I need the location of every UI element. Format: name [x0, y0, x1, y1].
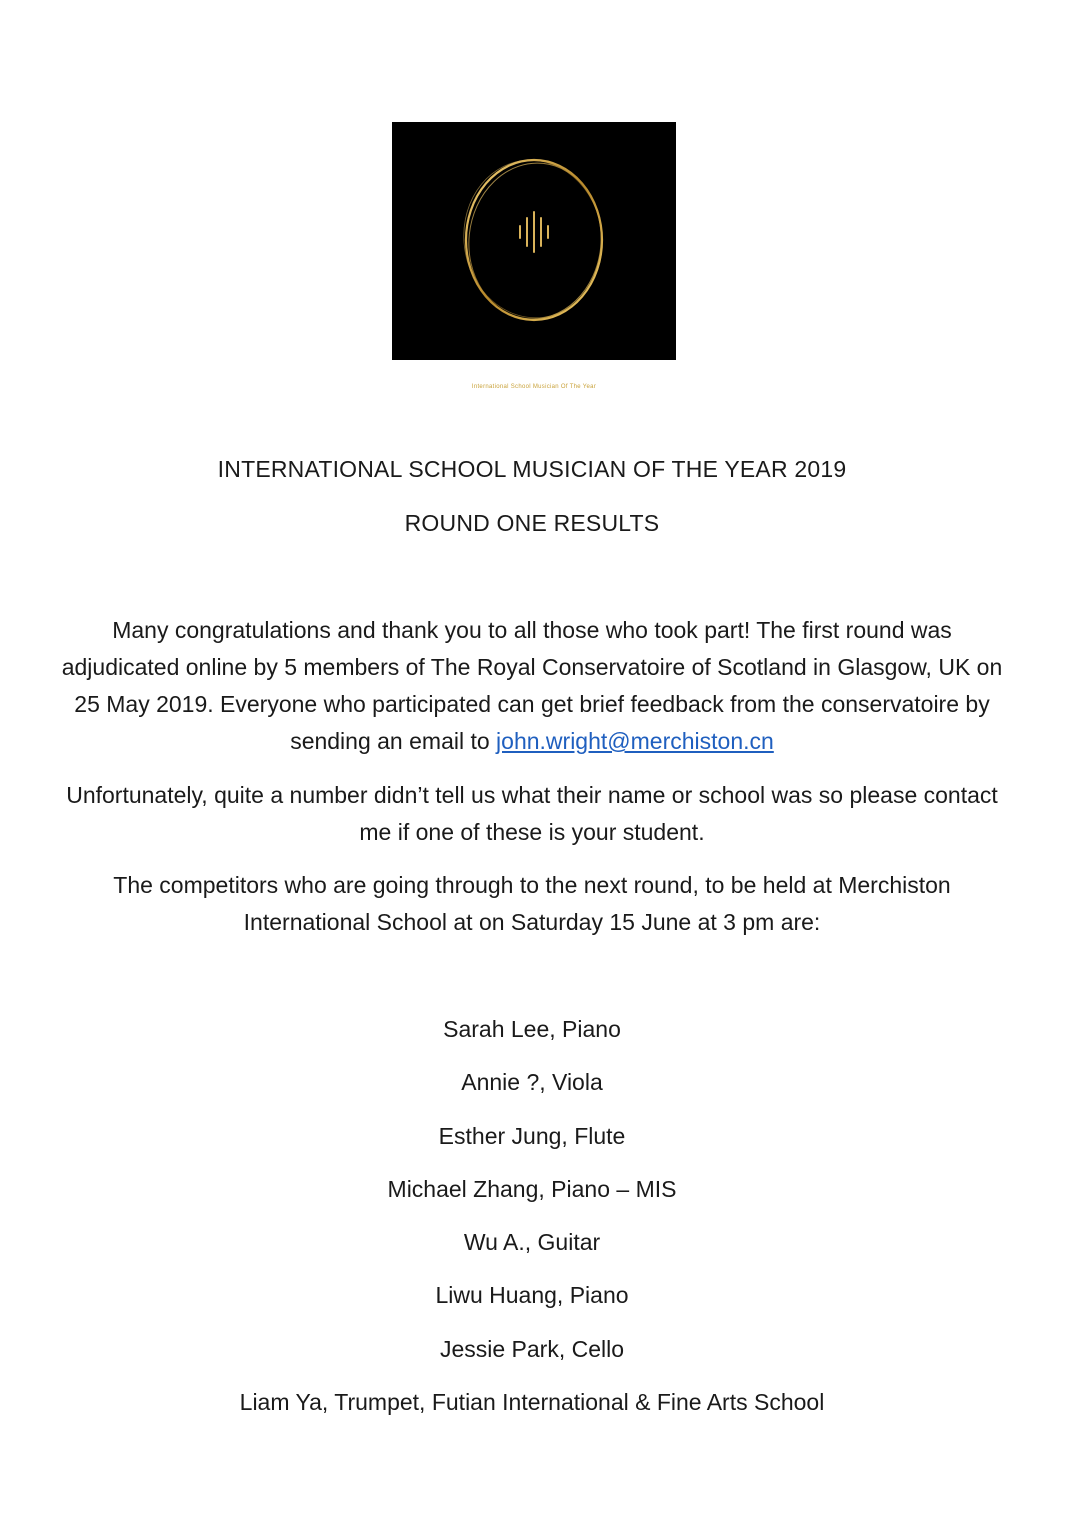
list-item: Sarah Lee, Piano	[443, 1016, 621, 1042]
list-item: Michael Zhang, Piano – MIS	[387, 1175, 677, 1202]
list-item: Jessie Park, Cello	[439, 1335, 625, 1362]
congratulations-paragraph	[60, 612, 1004, 760]
list-item: Annie ?, Viola	[461, 1069, 603, 1096]
next-round-paragraph: The competitors who are going through to the next round, to be held at Merchiston International School at on Saturday 15 June at 3 pm are:	[113, 872, 951, 935]
sound-wave-icon	[520, 212, 548, 252]
gold-ring-icon	[392, 122, 676, 360]
list-item: Esther Jung, Flute	[438, 1122, 626, 1149]
congratulations-text: Many congratulations and thank you to all those who took part! The first round was adjudicated online by 5 members of The Royal Conservatoire of Scotland in Glasgow, UK on 25 May 2019. Everyone who participated can get brief feedback from the conservatoire by sending an email to	[61, 617, 1003, 754]
list-item: Liwu Huang, Piano	[435, 1282, 629, 1309]
competition-logo	[392, 122, 676, 390]
feedback-email-link[interactable]: john.wright@merchiston.cn	[496, 728, 774, 754]
list-item: Liam Ya, Trumpet, Futian International & Fine Arts School	[239, 1389, 825, 1416]
logo-text: International School Musician Of The Year	[471, 384, 597, 390]
missing-info-paragraph: Unfortunately, quite a number didn’t tell us what their name or school was so please contact me if one of these is your student.	[66, 782, 998, 845]
document-subtitle: ROUND ONE RESULTS	[404, 510, 660, 536]
list-item: Wu A., Guitar	[463, 1229, 601, 1256]
document-title: INTERNATIONAL SCHOOL MUSICIAN OF THE YEAR 2019	[217, 456, 847, 482]
competitor-list	[0, 1010, 1064, 1436]
